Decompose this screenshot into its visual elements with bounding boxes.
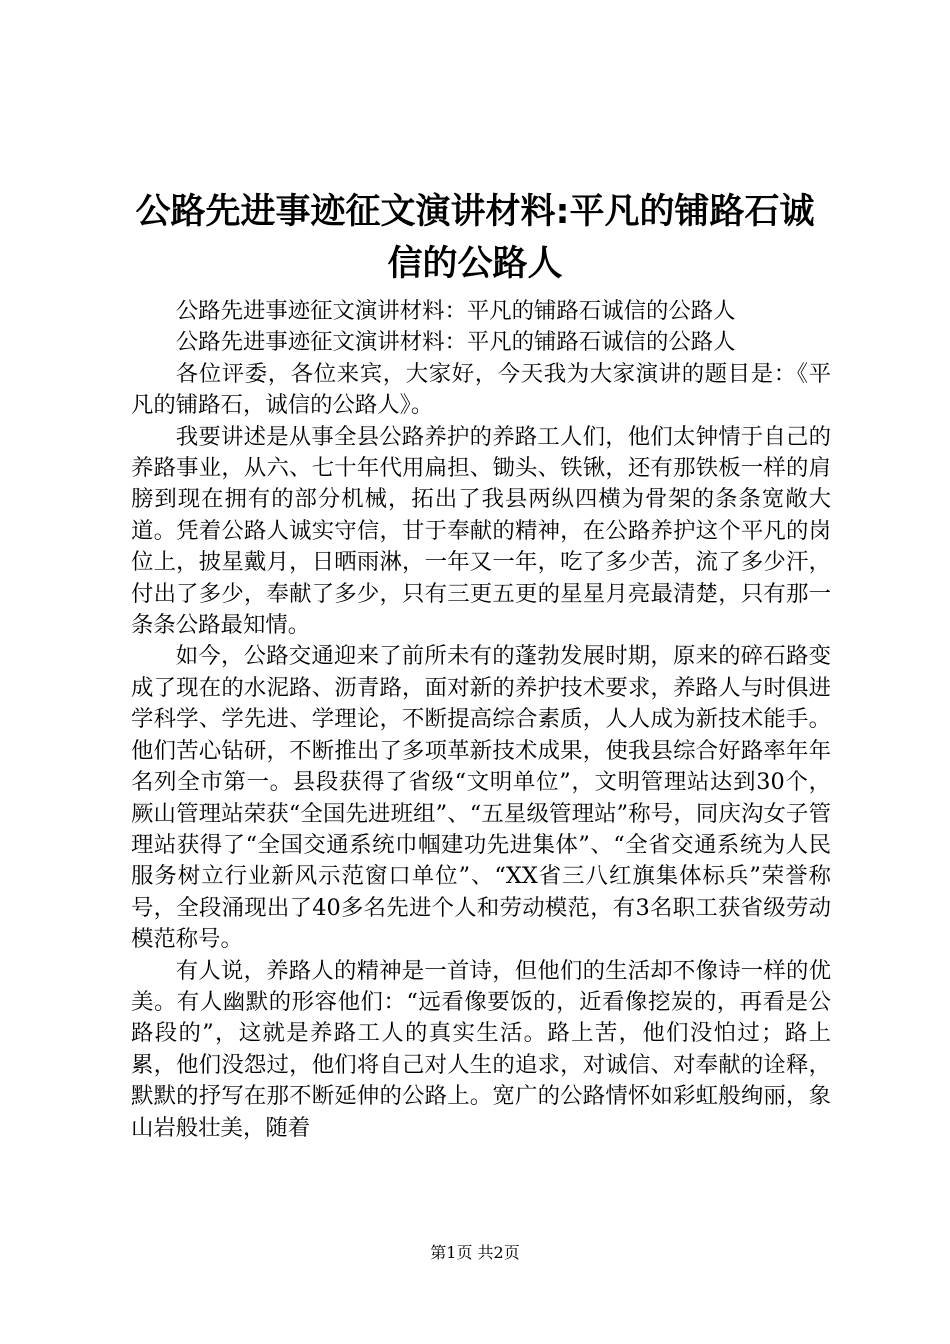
paragraph-road-workers: 我要讲述是从事全县公路养护的养路工人们，他们太钟情于自己的养路事业，从六、七十年代用扁担、锄头、铁锹，还有那铁板一样的肩膀到现在拥有的部分机械，拓出了我县两纵四横为骨架的条条宽敞大道。凭着公路人诚实守信，甘于奉献的精神，在公路养护这个平凡的岗位上，披星戴月，日晒雨淋，一年又一年，吃了多少苦，流了多少汗，付出了多少，奉献了多少，只有三更五更的星星月亮最清楚，只有那一条条公路最知情。 <box>131 423 831 639</box>
paragraph-heading-repeat-1: 公路先进事迹征文演讲材料：平凡的铺路石诚信的公路人 <box>175 298 736 324</box>
paragraph-greeting: 各位评委，各位来宾，大家好，今天我为大家演讲的题目是：《平凡的铺路石，诚信的公路人》。 <box>131 360 831 419</box>
document-body <box>131 296 831 1144</box>
title-line-2: 信的公路人 <box>387 244 563 284</box>
paragraph-achievements: 如今，公路交通迎来了前所未有的蓬勃发展时期，原来的碎石路变成了现在的水泥路、沥青路，面对新的养护技术要求，养路人与时俱进学科学、学先进、学理论，不断提高综合素质，人人成为新技术能手。他们苦心钻研，不断推出了多项革新技术成果，使我县综合好路率年年名列全市第一。县段获得了省级“文明单位”，文明管理站达到30个，厥山管理站荣获“全国先进班组”、“五星级管理站”称号，同庆沟女子管理站获得了“全国交通系统巾帼建功先进集体”、“全省交通系统为人民服务树立行业新风示范窗口单位”、“XX省三八红旗集体标兵”荣誉称号，全段涌现出了40多名先进个人和劳动模范，有3名职工获省级劳动模范称号。 <box>131 643 831 953</box>
page-footer: 第1页 共2页 <box>430 1243 520 1262</box>
document-title <box>120 186 830 290</box>
title-line-1: 公路先进事迹征文演讲材料:平凡的铺路石诚 <box>135 192 815 232</box>
paragraph-poem-of-life: 有人说，养路人的精神是一首诗，但他们的生活却不像诗一样的优美。有人幽默的形容他们：“远看像要饭的，近看像挖炭的，再看是公路段的”，这就是养路工人的真实生活。路上苦，他们没怕过；路上累，他们没怨过，他们将自己对人生的追求，对诚信、对奉献的诠释，默默的抒写在那不断延伸的公路上。宽广的公路情怀如彩虹般绚丽，象山岩般壮美，随着 <box>131 957 831 1141</box>
paragraph-heading-repeat-2: 公路先进事迹征文演讲材料：平凡的铺路石诚信的公路人 <box>175 329 736 356</box>
